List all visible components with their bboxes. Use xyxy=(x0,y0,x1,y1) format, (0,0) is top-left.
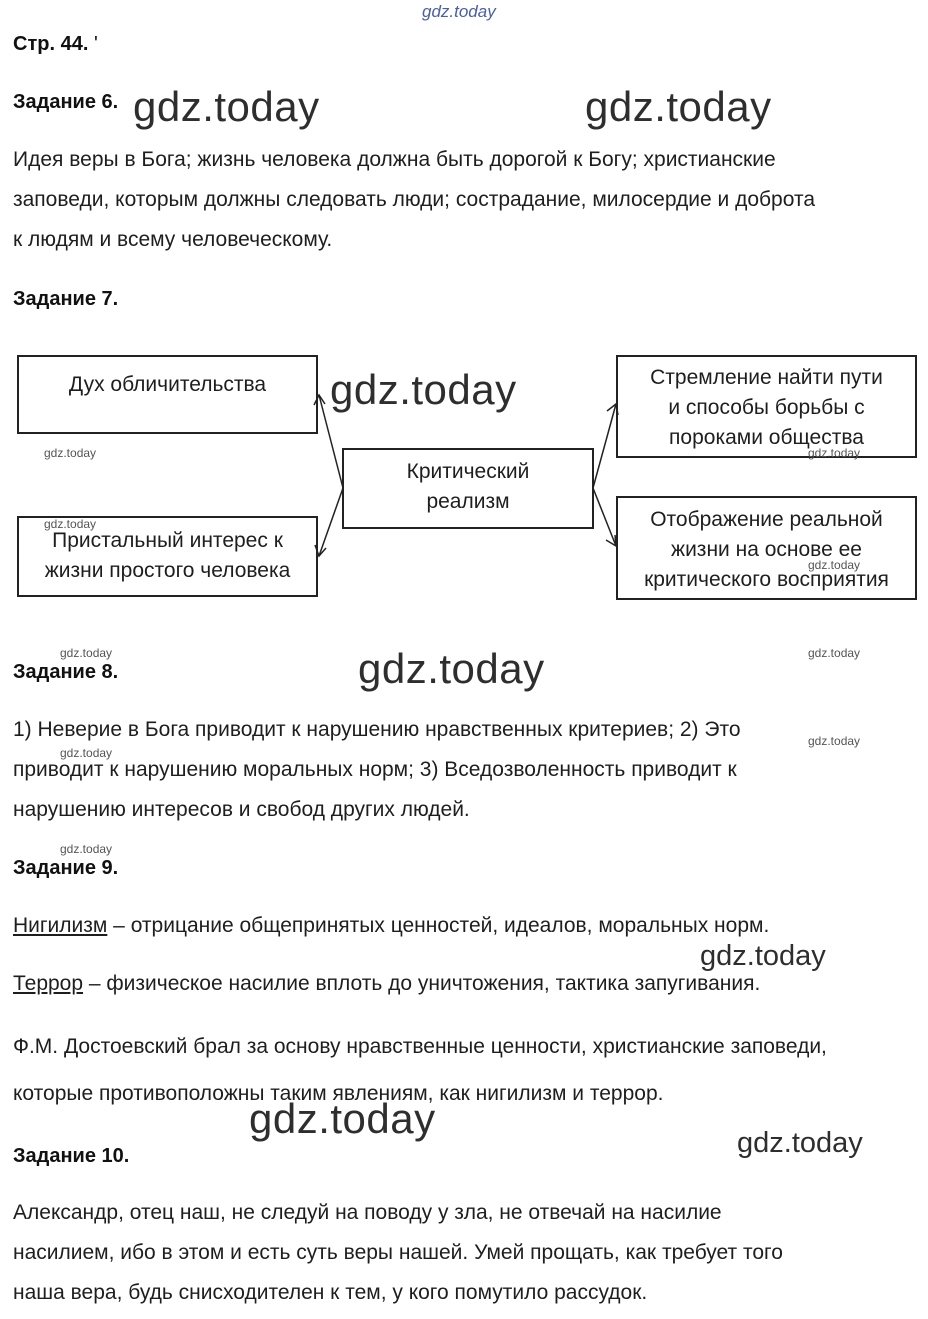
watermark: gdz.today xyxy=(60,646,113,660)
task8-heading: Задание 8. xyxy=(13,661,119,683)
text-line: наша вера, будь снисходителен к тем, у кого помутило рассудок. xyxy=(13,1281,648,1304)
box-text: реализм xyxy=(426,490,510,513)
text-line: нарушению интересов и свобод других людей. xyxy=(13,798,470,821)
task8-text xyxy=(13,710,741,830)
task7-heading: Задание 7. xyxy=(13,288,119,310)
arrow-to-right-top xyxy=(593,404,616,488)
text-line: приводит к нарушению моральных норм; 3) Вседозволенность приводит к xyxy=(13,758,737,781)
text-line: к людям и всему человеческому. xyxy=(13,228,333,251)
box-text: жизни простого человека xyxy=(44,559,291,582)
task9-definition-nihilism xyxy=(13,906,769,946)
watermark: gdz.today xyxy=(808,734,861,748)
watermark: gdz.today xyxy=(330,366,517,413)
watermark: gdz.today xyxy=(249,1095,436,1142)
term-nihilism: Нигилизм xyxy=(13,914,108,937)
watermark: gdz.today xyxy=(808,646,861,660)
task10-text xyxy=(13,1193,783,1313)
box-text: и способы борьбы с xyxy=(668,396,865,419)
box-text: Дух обличительства xyxy=(68,373,267,396)
watermark: gdz.today xyxy=(808,558,861,572)
text-line: Ф.М. Достоевский брал за основу нравственные ценности, христианские заповеди, xyxy=(13,1035,827,1058)
watermark: gdz.today xyxy=(808,446,861,460)
arrow-to-left-bottom xyxy=(319,488,343,556)
task9-heading: Задание 9. xyxy=(13,857,119,879)
watermark: gdz.today xyxy=(44,446,97,460)
text-line: Александр, отец наш, не следуй на поводу у зла, не отвечай на насилие xyxy=(13,1201,722,1224)
watermark: gdz.today xyxy=(700,940,826,972)
box-text: Стремление найти пути xyxy=(650,366,883,389)
watermark: gdz.today xyxy=(133,83,320,130)
term-terror: Террор xyxy=(13,972,84,995)
task6-heading: Задание 6. xyxy=(13,91,119,113)
watermark: gdz.today xyxy=(737,1127,863,1159)
watermark: gdz.today xyxy=(60,842,113,856)
arrowhead xyxy=(607,404,618,415)
box-text: Критический xyxy=(406,460,530,483)
definition-text: – отрицание общепринятых ценностей, идеалов, моральных норм. xyxy=(107,914,770,937)
watermark: gdz.today xyxy=(60,746,113,760)
text-line: насилием, ибо в этом и есть суть веры нашей. Умей прощать, как требует того xyxy=(13,1241,783,1264)
arrow-to-right-bottom xyxy=(593,488,616,546)
watermark-top: gdz.today xyxy=(422,2,496,21)
text-line: Идея веры в Бога; жизнь человека должна быть дорогой к Богу; христианские xyxy=(13,148,776,171)
arrowhead xyxy=(314,395,325,405)
task10-heading: Задание 10. xyxy=(13,1145,130,1167)
watermark: gdz.today xyxy=(44,517,97,531)
box-text: жизни на основе ее xyxy=(671,538,862,561)
text-line: заповеди, которым должны следовать люди; сострадание, милосердие и доброта xyxy=(13,188,816,211)
box-text: Отображение реальной xyxy=(650,508,883,531)
text-line: 1) Неверие в Бога приводит к нарушению нравственных критериев; 2) Это xyxy=(13,718,741,741)
box-text: пороками общества xyxy=(669,426,864,449)
task9-definition-terror xyxy=(13,964,760,1004)
watermark: gdz.today xyxy=(585,83,772,130)
page-mark: ' xyxy=(93,33,98,55)
box-text: критического восприятия xyxy=(644,568,889,591)
watermark: gdz.today xyxy=(358,645,545,692)
text-line: которые противоположны таким явлениям, как нигилизм и террор. xyxy=(13,1082,664,1105)
page-number: Стр. 44. xyxy=(13,33,89,55)
definition-text: – физическое насилие вплоть до уничтожения, тактика запугивания. xyxy=(83,972,761,995)
box-text: Пристальный интерес к xyxy=(52,529,283,552)
